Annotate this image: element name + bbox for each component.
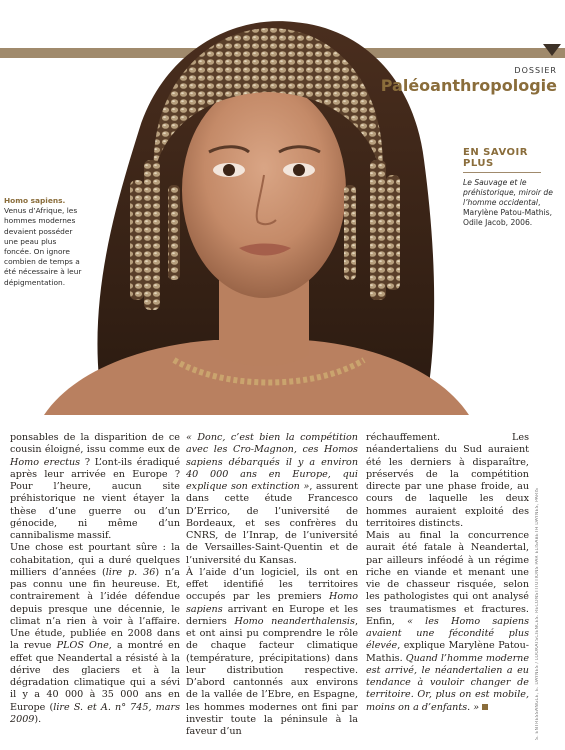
italic-run: Homo erectus: [10, 456, 81, 468]
text-column-3: [366, 432, 529, 714]
text-run: ponsables de la disparition de ce cousin éloigné, issu comme eux de: [10, 432, 180, 456]
italic-run: PLOS One: [56, 640, 109, 652]
italic-run: Homo sapiens: [186, 591, 358, 615]
further-reading-title: EN SAVOIR PLUS: [463, 147, 541, 173]
text-run: , a montré en effet que Neandertal a résisté à la dérive des glaciers et à la dégradation climatique qui a sévi il y a 40 000 à 35 000 ans en Europe (: [10, 640, 180, 713]
text-run: , et ont ainsi pu comprendre le rôle de chaque facteur climatique (température, précipitations) dans leur distribution respective. D’abord cantonnés aux environs de la vallée de l’Ebre, en Espagne, les hommes modernes ont fini par investir toute la péninsule à la faveur d’un: [186, 615, 358, 737]
text-run: , explique Marylène Patou-Mathis.: [366, 640, 529, 664]
text-run: réchauffement. Les néandertaliens du Sud auraient été les derniers à disparaître, préservés de la compétition directe par une phase froide, au cours de laquelle les deux hommes auraient exploité des territoires distincts.: [366, 432, 529, 529]
caption-title: Homo sapiens.: [4, 196, 66, 205]
book-title: Le Sauvage et le préhistorique, miroir de l’homme occidental: [463, 178, 553, 207]
italic-run: Homo neanderthalensis: [234, 615, 355, 627]
caption-body: Venus d’Afrique, les hommes modernes devaient posséder une peau plus foncée. On ignore combien de temps a été nécessaire à leur dépigmentation.: [4, 206, 82, 287]
article-paragraph: [10, 542, 180, 726]
further-reading-body: [463, 178, 561, 228]
italic-run: « Donc, c’est bien la compétition avec les Cro-Magnon, ces Homos sapiens débarqués il y a environ 40 000 ans en Europe, qui explique son extinction »: [186, 432, 358, 492]
text-run: arrivant en Europe et les derniers: [186, 603, 358, 627]
text-run: Une chose est pourtant sûre : la cohabitation, qui a duré quelques milliers d’années (: [10, 542, 180, 578]
italic-run: « les Homo sapiens avaient une fécondité plus élevée: [366, 615, 529, 652]
text-run: , assurent dans cette étude Francesco D’Errico, de l’université de Bordeaux, et ses confrères du CNRS, de l’Inrap, de l’université de Versailles-Saint-Quentin et de l’université du Kansas.: [186, 481, 358, 566]
text-run: ? L’ont-ils éradiqué après leur arrivée en Europe ? Pour l’heure, aucun site préhistorique ne vient étayer la thèse d’une guerre ou d’un génocide, ni même d’un cannibalisme massif.: [10, 456, 180, 541]
photo-caption: [4, 196, 84, 288]
section-title: Paléoanthropologie: [380, 76, 557, 95]
text-run: ).: [34, 713, 42, 725]
article-paragraph: [366, 530, 529, 714]
photo-credit: S. ENTRESSANGLE, E. DAYNES / LOOKATSCIENCES. RECONSTITUTIONS PAR ELISABETH DAYNES, PARIS: [535, 487, 540, 740]
text-column-2: [186, 432, 358, 738]
text-run: Mais au final la concurrence aurait été fatale à Neandertal, par ailleurs inféodé à un régime riche en viande et menant une vie de chasseur risquée, selon les pathologistes qui ont analysé ses traumatismes et fractures. Enfin,: [366, 530, 529, 627]
article-paragraph: [186, 432, 358, 567]
book-details: , Marylène Patou-Mathis, Odile Jacob, 2006.: [463, 198, 553, 227]
article-paragraph: [10, 432, 180, 542]
text-run: À l’aide d’un logiciel, ils ont en effet identifié les territoires occupés par les premiers: [186, 566, 358, 603]
italic-run: lire p. 36: [105, 566, 156, 578]
italic-run: lire S. et A. n° 745, mars 2009: [10, 701, 181, 725]
article-paragraph: [186, 567, 358, 739]
article-paragraph: [366, 432, 529, 530]
end-of-article-mark: [482, 704, 488, 710]
text-column-1: [10, 432, 180, 726]
further-reading-box: [463, 147, 561, 228]
text-run: ) n’a pas connu une fin heureuse. Et, contrairement à l’idée défendue depuis presque une décennie, le climat n’a rien à voir à l’affaire. Une étude, publiée en 2008 dans la revue: [10, 566, 180, 652]
italic-run: Quand l’homme moderne est arrivé, le néandertalien a eu tendance à vouloir changer de territoire. Or, plus on est mobile, moins on a d’enfants. »: [366, 652, 530, 713]
dossier-kicker: DOSSIER: [514, 66, 557, 75]
band-notch-icon: [543, 44, 561, 56]
dossier-header: [381, 66, 557, 95]
